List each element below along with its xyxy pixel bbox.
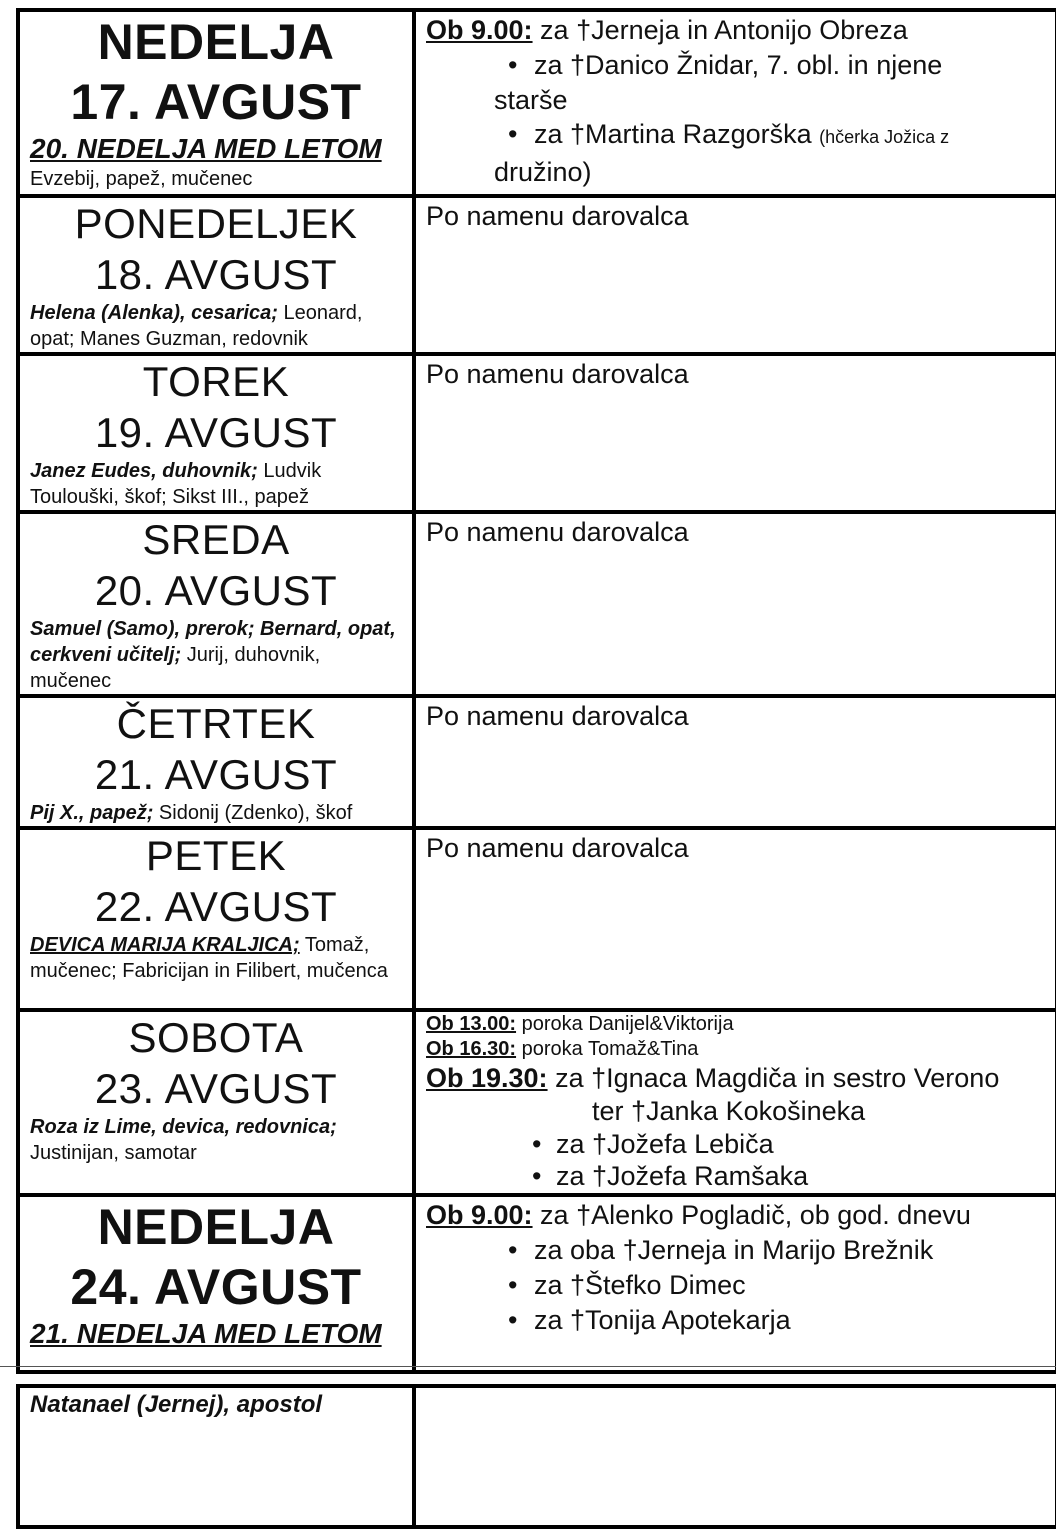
day-date: 18. AVGUST <box>94 251 338 298</box>
saints-plain: Sidonij (Zdenko), škof <box>153 802 353 824</box>
event-time: Ob 16.30: <box>426 1038 517 1060</box>
schedule-row <box>18 1010 1056 1195</box>
saints-plain: Ludvik Toulouški, škof; Sikst III., papež <box>30 460 322 508</box>
mass-line <box>416 1062 1055 1094</box>
schedule-row <box>18 10 1056 196</box>
saints-bold: DEVICA MARIJA KRALJICA; <box>30 934 300 956</box>
saints-bold: Helena (Alenka), cesarica; <box>30 302 278 324</box>
bullet-icon: • <box>508 1305 518 1335</box>
mass-time: Ob 9.00: <box>426 15 533 45</box>
mass-cell <box>414 1195 1056 1372</box>
day-cell <box>18 1386 414 1527</box>
saints-of-day <box>20 300 412 352</box>
schedule-row <box>18 512 1056 696</box>
intention-list <box>416 117 1055 155</box>
event-line <box>416 1012 1055 1037</box>
mass-cell <box>414 1010 1056 1195</box>
saints-plain: Leonard, opat; Manes Guzman, redovnik <box>30 302 363 350</box>
mass-schedule-table-continued <box>16 1384 1056 1529</box>
mass-intention: za †Ignaca Magdiča in sestro Verono <box>547 1063 1000 1093</box>
saints-of-day <box>20 932 412 984</box>
intention-text: za †Jožefa Lebiča <box>556 1129 774 1159</box>
mass-cell <box>414 1386 1056 1527</box>
intention-text: za †Tonija Apotekarja <box>534 1305 791 1335</box>
day-name: SOBOTA <box>128 1014 304 1061</box>
schedule-row <box>18 828 1056 1010</box>
mass-line: Po namenu darovalca <box>426 201 689 231</box>
saints-of-day: Natanael (Jernej), apostol <box>30 1391 323 1418</box>
saints-bold: Pij X., papež; <box>30 802 154 824</box>
day-date: 20. AVGUST <box>94 567 338 614</box>
sunday-title: 21. NEDELJA MED LETOM <box>30 1318 382 1349</box>
intention-note: (hčerka Jožica z <box>819 127 950 147</box>
day-cell <box>18 1195 414 1372</box>
mass-cell <box>414 828 1056 1010</box>
intention-text: za †Štefko Dimec <box>534 1270 746 1300</box>
mass-time: Ob 19.30: <box>426 1063 548 1093</box>
list-item <box>416 1303 1055 1338</box>
saints-bold: Samuel (Samo), prerok; Bernard, opat, cerkveni učitelj; <box>30 618 396 666</box>
day-date: 23. AVGUST <box>94 1065 338 1112</box>
day-date: 19. AVGUST <box>94 409 338 456</box>
saints-of-day <box>20 616 412 694</box>
day-cell <box>18 1010 414 1195</box>
bullet-icon: • <box>508 50 518 80</box>
mass-intention: za †Jerneja in Antonijo Obreza <box>532 15 908 45</box>
mass-line: Po namenu darovalca <box>426 701 689 731</box>
day-name: PETEK <box>145 832 287 879</box>
mass-intention: za †Alenko Pogladič, ob god. dnevu <box>532 1200 971 1230</box>
day-date: 24. AVGUST <box>70 1259 362 1315</box>
day-name: TOREK <box>142 358 290 405</box>
intention-text: za †Martina Razgorška <box>534 119 812 149</box>
mass-cell <box>414 10 1056 196</box>
day-date: 21. AVGUST <box>94 751 338 798</box>
bullet-icon: • <box>508 1270 518 1300</box>
bullet-icon: • <box>508 1235 518 1265</box>
bullet-icon: • <box>532 1161 542 1191</box>
page-break-line <box>0 1366 1056 1367</box>
day-name: NEDELJA <box>97 1199 335 1255</box>
event-text: poroka Tomaž&Tina <box>516 1038 699 1060</box>
day-name: SREDA <box>142 516 290 563</box>
intention-list <box>416 48 1055 83</box>
saints-plain: Justinijan, samotar <box>30 1142 197 1164</box>
intention-text: za oba †Jerneja in Marijo Brežnik <box>534 1235 934 1265</box>
bullet-icon: • <box>532 1129 542 1159</box>
saints-bold: Janez Eudes, duhovnik; <box>30 460 258 482</box>
saints-of-day <box>20 1114 412 1166</box>
intention-text: za †Jožefa Ramšaka <box>556 1161 809 1191</box>
mass-cell <box>414 196 1056 354</box>
bullet-icon: • <box>508 119 518 149</box>
mass-cell <box>414 696 1056 828</box>
mass-cell <box>414 512 1056 696</box>
list-item <box>416 1268 1055 1303</box>
day-cell <box>18 196 414 354</box>
day-cell <box>18 828 414 1010</box>
mass-line <box>416 12 1055 48</box>
schedule-row <box>18 354 1056 512</box>
saints-plain: Tomaž, mučenec; Fabricijan in Filibert, mučenca <box>30 934 388 982</box>
intention-text: za †Danico Žnidar, 7. obl. in njene <box>534 50 943 80</box>
schedule-row <box>18 196 1056 354</box>
mass-schedule-table <box>16 8 1056 1374</box>
saints-plain: Evzebij, papež, mučenec <box>30 168 253 190</box>
list-item <box>416 1128 1055 1160</box>
schedule-row <box>18 1195 1056 1372</box>
saints-bold: Roza iz Lime, devica, redovnica; <box>30 1116 337 1138</box>
saints-of-day <box>20 166 412 192</box>
mass-line <box>416 1197 1055 1233</box>
mass-line: Po namenu darovalca <box>426 517 689 547</box>
intention-continuation: starše <box>494 85 568 115</box>
day-name: PONEDELJEK <box>74 200 358 247</box>
intention-list <box>416 1128 1055 1192</box>
schedule-row <box>18 1386 1056 1527</box>
mass-line: Po namenu darovalca <box>426 833 689 863</box>
saints-of-day <box>20 458 412 510</box>
event-line <box>416 1037 1055 1062</box>
day-name: ČETRTEK <box>116 700 316 747</box>
list-item <box>416 117 1055 155</box>
intention-continuation: družino) <box>494 157 592 187</box>
list-item <box>416 1233 1055 1268</box>
day-cell <box>18 10 414 196</box>
mass-time: Ob 9.00: <box>426 1200 533 1230</box>
saints-plain: Jurij, duhovnik, mučenec <box>30 644 321 692</box>
schedule-row <box>18 696 1056 828</box>
mass-cell <box>414 354 1056 512</box>
day-name: NEDELJA <box>97 14 335 70</box>
day-cell <box>18 354 414 512</box>
day-cell <box>18 512 414 696</box>
intention-list <box>416 1233 1055 1338</box>
sunday-title: 20. NEDELJA MED LETOM <box>30 133 382 164</box>
list-item <box>416 1160 1055 1192</box>
day-date: 22. AVGUST <box>94 883 338 930</box>
mass-intention-continuation: ter †Janka Kokošineka <box>592 1096 866 1126</box>
day-cell <box>18 696 414 828</box>
saints-of-day <box>20 800 412 826</box>
mass-line: Po namenu darovalca <box>426 359 689 389</box>
list-item <box>416 48 1055 83</box>
event-time: Ob 13.00: <box>426 1013 517 1035</box>
event-text: poroka Danijel&Viktorija <box>516 1013 734 1035</box>
day-date: 17. AVGUST <box>70 74 362 130</box>
